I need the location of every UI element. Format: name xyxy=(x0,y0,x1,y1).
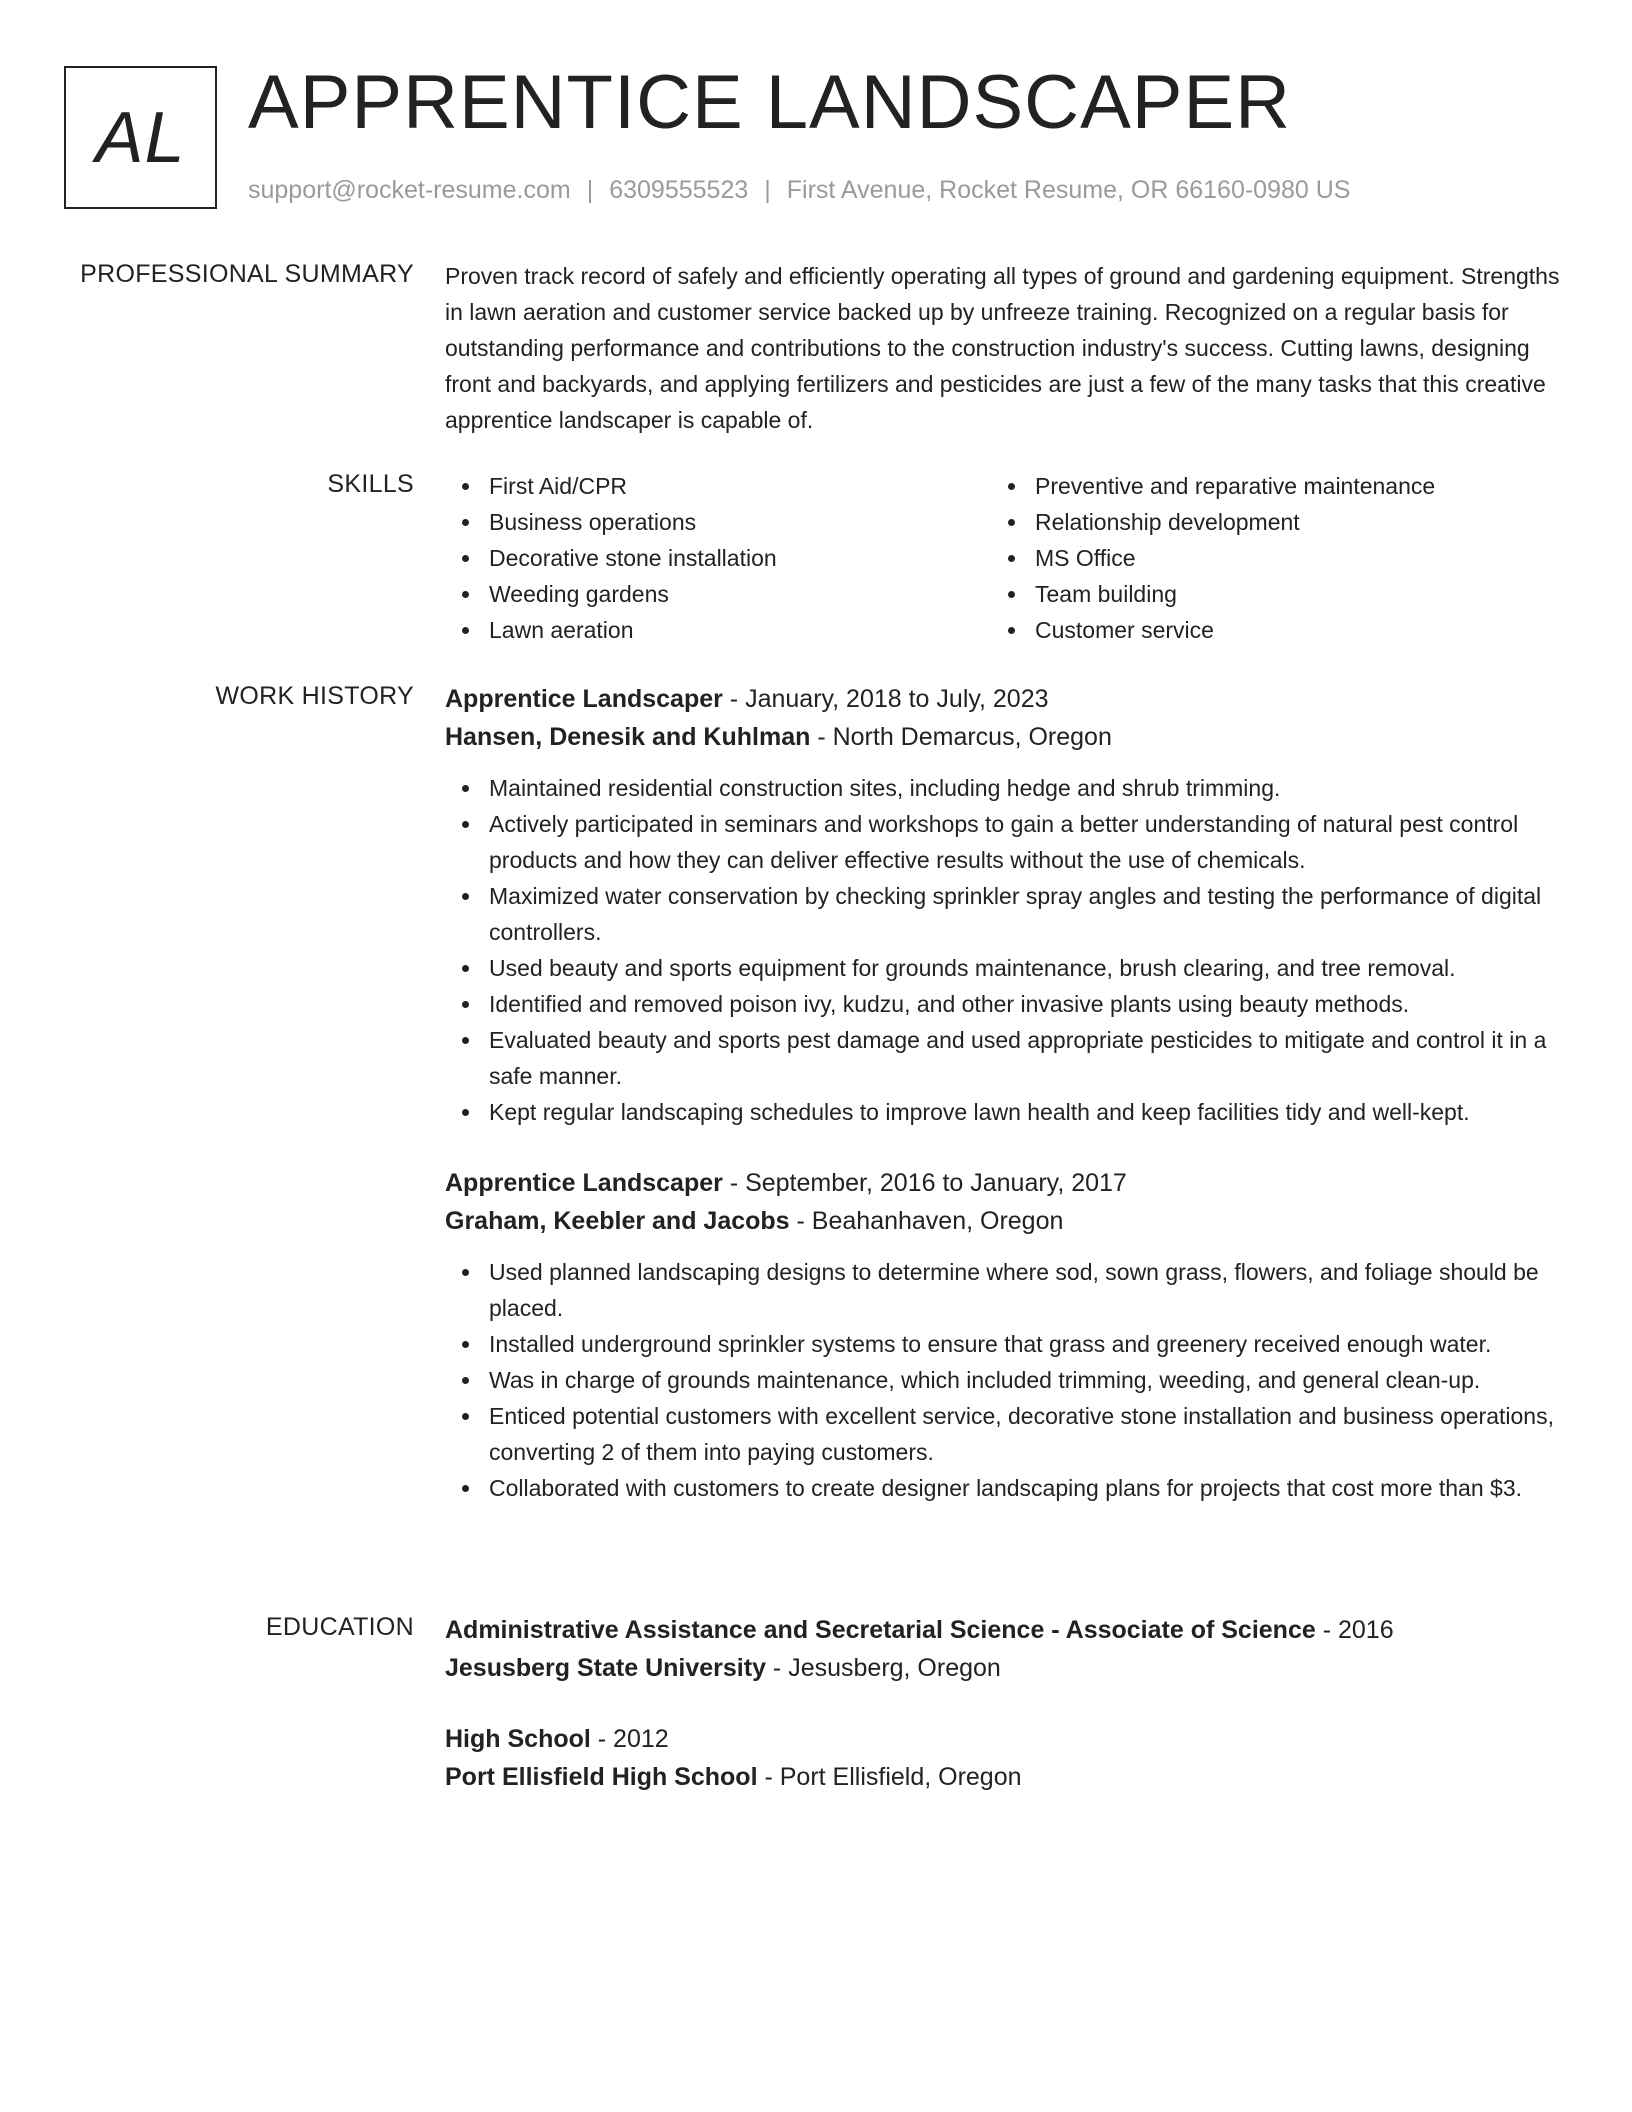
job-bullet: Collaborated with customers to create designer landscaping plans for projects that cost more than $3. xyxy=(445,1470,1560,1506)
skill-item: Weeding gardens xyxy=(445,576,991,612)
job-company-line xyxy=(445,718,1560,756)
job-company-line xyxy=(445,1202,1560,1240)
job-bullet: Was in charge of grounds maintenance, which included trimming, weeding, and general clean-up. xyxy=(445,1362,1560,1398)
section-label-work: WORK HISTORY xyxy=(215,682,414,710)
summary-body xyxy=(445,258,1560,438)
skill-item: Preventive and reparative maintenance xyxy=(991,468,1537,504)
education-body xyxy=(445,1611,1560,1796)
job-bullet: Installed underground sprinkler systems to ensure that grass and greenery received enough water. xyxy=(445,1326,1560,1362)
education-year: - 2012 xyxy=(590,1725,669,1753)
job-bullet: Actively participated in seminars and workshops to gain a better understanding of natural pest control products and how they can deliver effective results without the use of chemicals. xyxy=(445,806,1560,878)
contact-phone[interactable]: 6309555523 xyxy=(609,176,749,204)
job-entry xyxy=(445,680,1560,1130)
job-bullet: Kept regular landscaping schedules to improve lawn health and keep facilities tidy and well-kept. xyxy=(445,1094,1560,1130)
education-school-line xyxy=(445,1649,1560,1687)
skill-item: Team building xyxy=(991,576,1537,612)
job-bullet: Enticed potential customers with excellent service, decorative stone installation and business operations, converting 2 of them into paying customers. xyxy=(445,1398,1560,1470)
contact-separator: | xyxy=(764,176,771,204)
section-label-education: EDUCATION xyxy=(265,1613,414,1641)
education-entry xyxy=(445,1611,1560,1687)
education-year: - 2016 xyxy=(1315,1616,1394,1644)
education-school: Port Ellisfield High School xyxy=(445,1763,758,1791)
skill-item: Business operations xyxy=(445,504,991,540)
job-location: - Beahanhaven, Oregon xyxy=(789,1207,1064,1235)
contact-separator: | xyxy=(586,176,594,204)
job-title-line xyxy=(445,680,1560,718)
education-entry xyxy=(445,1720,1560,1796)
job-bullet: Maintained residential construction sites, including hedge and shrub trimming. xyxy=(445,770,1560,806)
skill-item: Customer service xyxy=(991,612,1537,648)
job-bullets xyxy=(445,1254,1560,1506)
job-title-line xyxy=(445,1164,1560,1202)
education-school-line xyxy=(445,1758,1560,1796)
contact-email[interactable]: support@rocket-resume.com xyxy=(248,176,571,204)
education-location: - Port Ellisfield, Oregon xyxy=(757,1763,1022,1791)
job-bullets xyxy=(445,770,1560,1130)
education-degree: High School xyxy=(445,1725,591,1753)
skills-grid xyxy=(445,468,1560,648)
education-degree-line xyxy=(445,1720,1560,1758)
summary-text: Proven track record of safely and efficiently operating all types of ground and gardening equipment. Strengths in lawn aeration and customer service backed up by unfreeze training. Recognized on a regular basis for outstanding performance and contributions to the construction industry's success. Cutting lawns, designing front and backyards, and applying fertilizers and pesticides are just a few of the many tasks that this creative apprentice landscaper is capable of. xyxy=(445,263,1560,433)
contact-line xyxy=(248,175,1350,205)
job-title: Apprentice Landscaper xyxy=(445,685,723,713)
education-location: - Jesusberg, Oregon xyxy=(765,1654,1001,1682)
work-body xyxy=(445,680,1560,1506)
job-bullet: Identified and removed poison ivy, kudzu, and other invasive plants using beauty methods. xyxy=(445,986,1560,1022)
skill-item: Lawn aeration xyxy=(445,612,991,648)
job-bullet: Used beauty and sports equipment for grounds maintenance, brush clearing, and tree removal. xyxy=(445,950,1560,986)
job-company: Hansen, Denesik and Kuhlman xyxy=(445,723,811,751)
skill-item: Relationship development xyxy=(991,504,1537,540)
job-entry xyxy=(445,1164,1560,1506)
education-school: Jesusberg State University xyxy=(445,1654,766,1682)
job-bullet: Evaluated beauty and sports pest damage and used appropriate pesticides to mitigate and control it in a safe manner. xyxy=(445,1022,1560,1094)
job-company: Graham, Keebler and Jacobs xyxy=(445,1207,790,1235)
education-degree: Administrative Assistance and Secretarial Science - Associate of Science xyxy=(445,1616,1316,1644)
skills-column-right xyxy=(991,468,1537,648)
section-label-skills: SKILLS xyxy=(327,470,414,498)
skills-body xyxy=(445,468,1560,648)
job-location: - North Demarcus, Oregon xyxy=(810,723,1112,751)
job-dates: - September, 2016 to January, 2017 xyxy=(722,1169,1127,1197)
resume-name-title: APPRENTICE LANDSCAPER xyxy=(248,60,1292,145)
contact-address: First Avenue, Rocket Resume, OR 66160-0980 US xyxy=(786,176,1351,204)
skill-item: MS Office xyxy=(991,540,1537,576)
skill-item: First Aid/CPR xyxy=(445,468,991,504)
job-title: Apprentice Landscaper xyxy=(445,1169,723,1197)
education-degree-line xyxy=(445,1611,1560,1649)
monogram-logo: AL xyxy=(64,66,217,209)
job-bullet: Maximized water conservation by checking sprinkler spray angles and testing the performance of digital controllers. xyxy=(445,878,1560,950)
skill-item: Decorative stone installation xyxy=(445,540,991,576)
job-bullet: Used planned landscaping designs to determine where sod, sown grass, flowers, and foliage should be placed. xyxy=(445,1254,1560,1326)
job-dates: - January, 2018 to July, 2023 xyxy=(722,685,1049,713)
skills-column-left xyxy=(445,468,991,648)
section-label-summary: PROFESSIONAL SUMMARY xyxy=(80,260,414,288)
